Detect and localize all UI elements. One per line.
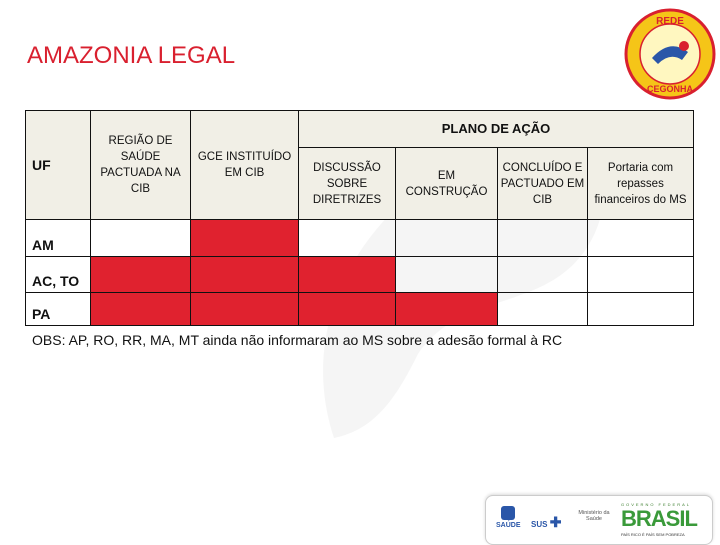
obs-note: OBS: AP, RO, RR, MA, MT ainda não informaram ao MS sobre a adesão formal à RC [32,332,563,348]
header-construcao: EM CONSTRUÇÃO [396,148,498,220]
header-uf: UF [26,111,91,220]
header-discussao: DISCUSSÃO SOBRE DIRETRIZES [299,148,396,220]
cell-empty [588,220,694,257]
cell-filled [191,220,299,257]
cell-filled [396,293,498,326]
cell-filled [191,293,299,326]
svg-text:CEGONHA: CEGONHA [646,84,694,94]
cell-empty [498,257,588,293]
cell-empty [588,257,694,293]
cell-filled [299,257,396,293]
header-portaria: Portaria com repasses financeiros do MS [588,148,694,220]
cell-empty [396,257,498,293]
governo-text: GOVERNO FEDERAL [621,502,692,507]
header-regiao: REGIÃO DE SAÚDE PACTUADA NA CIB [91,111,191,220]
page-title: AMAZONIA LEGAL [27,42,236,69]
cell-empty [299,220,396,257]
row-uf: AC, TO [26,257,91,293]
row-uf: PA [26,293,91,326]
cell-empty [396,220,498,257]
rede-cegonha-logo [624,8,716,100]
cell-empty [588,293,694,326]
svg-text:REDE: REDE [656,16,684,27]
cell-filled [299,293,396,326]
cell-empty [91,220,191,257]
slogan-text: PAÍS RICO É PAÍS SEM POBREZA [621,532,685,537]
cell-filled [91,257,191,293]
status-table [25,110,694,326]
saude-logo: SAÚDE [496,506,521,529]
brasil-logo: BRASIL [621,506,697,531]
table-row [26,220,694,257]
header-concluido: CONCLUÍDO E PACTUADO EM CIB [498,148,588,220]
cell-empty [498,220,588,257]
row-uf: AM [26,220,91,257]
sus-logo: SUS ✚ [531,514,562,530]
cell-filled [191,257,299,293]
ministerio-text: Ministério da Saúde [578,510,610,522]
footer-logos [485,495,713,545]
table-row [26,257,694,293]
cell-empty [498,293,588,326]
header-plano: PLANO DE AÇÃO [299,111,694,148]
header-gce: GCE INSTITUÍDO EM CIB [191,111,299,220]
cell-filled [91,293,191,326]
table-row [26,293,694,326]
